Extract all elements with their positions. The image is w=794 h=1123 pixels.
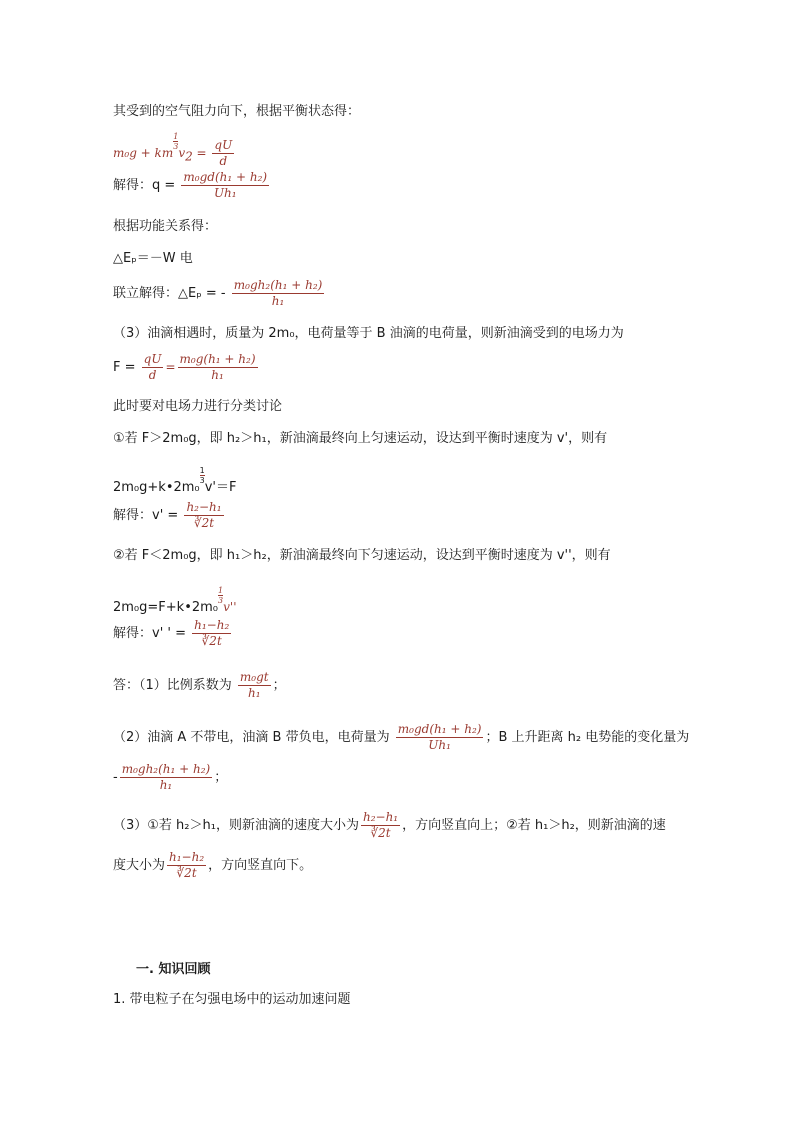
text-line-10: ①若 F＞2m₀g，即 h₂＞h₁，新油滴最终向上匀速运动，设达到平衡时速度为 v'，则有 [113,431,608,446]
frac-den: d [219,154,228,168]
equation-v2 [113,618,233,649]
answer-text: ；B 上升距离 h₂ 电势能的变化量为 [485,730,690,745]
equation-balance: m₀g + km $\frac{1}{3}$ $v_2$ = $\frac{qU}{d}$ [113,132,233,168]
frac-num: m₀g(h₁ + h₂) [179,352,256,366]
eq-part: v'＝F [204,480,237,495]
frac-num: m₀gh₂(h₁ + h₂) [121,762,211,776]
frac-den: ∛2t [370,826,391,840]
equation-case2 [113,586,237,617]
frac-den: ∛2t [201,634,222,648]
equation-force: F = $\frac{qU}{d}$ = $\frac{\text{m₀g(h₁ + h₂)}}{\text{h₁}}$ [113,352,256,382]
answer-text: （2）油滴 A 不带电，油滴 B 带负电，电荷量为 [113,730,390,745]
answer-text: （3）①若 h₂＞h₁，则新油滴的速度大小为 [113,818,359,833]
exp-num: 1 [218,586,224,595]
exp-den: 3 [199,476,205,485]
equation-v1 [113,500,226,531]
section-heading: 一. 知识回顾 [136,962,211,977]
answer-text: 度大小为 [113,858,166,873]
answer-text: ； [214,770,228,785]
eq-prefix: 解得：v' ' = [113,626,186,641]
frac-num: qU [214,138,233,152]
fraction [396,722,484,753]
frac-den: Uh₁ [213,186,237,200]
answer-2 [113,722,689,753]
frac-num: m₀gd(h₁ + h₂) [183,170,268,184]
equation-q [113,170,271,201]
answer-3 [113,810,666,841]
text-line-13: ②若 F＜2m₀g，即 h₁＞h₂，新油滴最终向下匀速运动，设达到平衡时速度为 v''，则有 [113,548,611,563]
frac-num [238,670,271,686]
eq-part: m₀g + km [113,146,174,160]
frac-num: h₁−h₂ [169,850,205,864]
fraction [142,352,164,383]
text-line-7: （3）油滴相遇时，质量为 2m₀，电荷量等于 B 油滴的电荷量，则新油滴受到的电场力为 [113,326,624,341]
fraction [192,618,231,649]
fraction [178,352,258,383]
frac-num-text: m₀gt [239,670,269,684]
equation-energy: △Eₚ＝－W 电 [113,251,193,266]
eq-prefix: 联立解得：△Eₚ = - [113,286,226,301]
frac-den: ∛2t [193,516,215,530]
fraction [361,810,400,841]
frac-num: h₂−h₁ [362,810,399,824]
answer-1 [113,670,286,701]
answer-text: ，方向竖直向上；②若 h₁＞h₂，则新油滴的速 [402,818,666,833]
exp-num: 1 [199,466,205,475]
equation-case1 [113,466,236,497]
fraction [212,138,234,169]
frac-num: m₀gd(h₁ + h₂) [397,722,482,736]
eq-part: v'' [223,600,237,614]
equation-delta-ep [113,278,326,309]
answer-text: 答：（1）比例系数为 [113,678,232,693]
frac-den: ∛2t [176,866,197,880]
fraction [167,850,206,881]
text-line-9: 此时要对电场力进行分类讨论 [113,399,283,414]
answer-text: - [113,770,118,785]
eq-part: 2m₀g=F+k•2m₀ [113,600,219,615]
frac-den: h₁ [248,686,261,700]
eq-prefix: F = [113,360,136,375]
text-line-4: 根据功能关系得： [113,219,218,234]
exp-den: 3 [218,596,224,605]
fraction [232,278,325,309]
exp-den: 3 [173,142,179,151]
eq-prefix: 解得：v' = [113,508,179,523]
fraction [184,500,223,531]
fraction [181,170,269,201]
answer-3-cont [113,850,312,881]
answer-2-cont [113,762,227,793]
frac-num: qU [143,352,162,366]
answer-text: ，方向竖直向下。 [208,858,313,873]
frac-den: d [148,368,157,382]
frac-den: h₁ [211,368,224,382]
section-item-1: 1. 带电粒子在匀强电场中的运动加速问题 [113,992,351,1007]
exp-num: 1 [173,132,179,141]
fraction [120,762,213,793]
answer-text: ； [272,678,286,693]
frac-den: h₁ [271,294,285,308]
fraction [238,670,271,701]
eq-prefix: 解得：q = [113,178,176,193]
frac-num: m₀gh₂(h₁ + h₂) [233,278,323,292]
eq-part: v [178,146,186,160]
text-line-1: 其受到的空气阻力向下，根据平衡状态得： [113,104,361,119]
frac-den: Uh₁ [428,738,451,752]
eq-part: 2m₀g+k•2m₀ [113,480,200,495]
frac-num: h₁−h₂ [194,618,230,632]
frac-num: h₂−h₁ [186,500,222,514]
frac-den: h₁ [159,778,173,792]
